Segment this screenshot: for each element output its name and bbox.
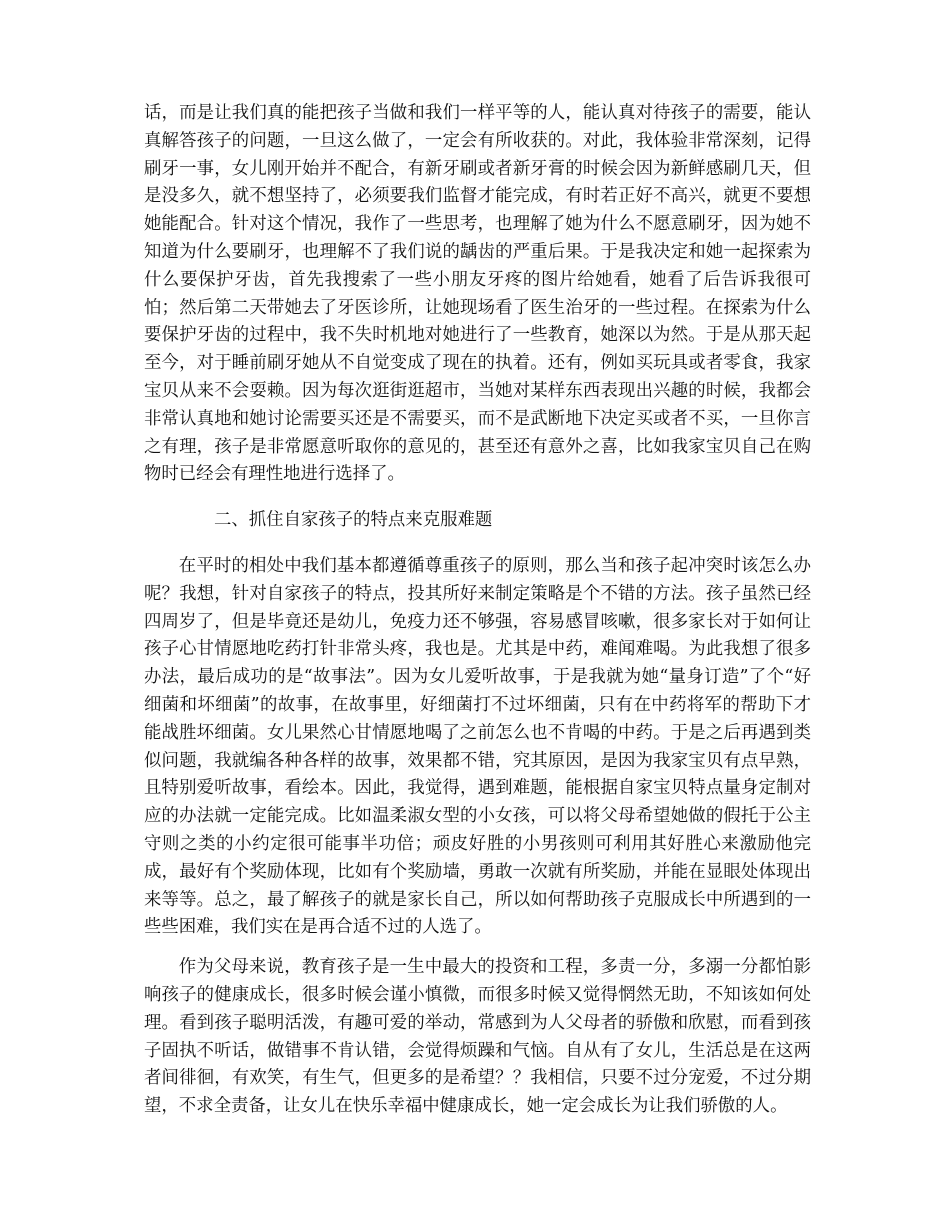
body-paragraph: 作为父母来说，教育孩子是一生中最大的投资和工程，多责一分，多溺一分都怕影响孩子的健康成长，很多时候会谨小慎微，而很多时候又觉得惘然无助，不知该如何处理。看到孩子聪明活泼，有趣可爱的举动，常感到为人父母者的骄傲和欣慰，而看到孩子固执不听话，做错事不肯认错，会觉得烦躁和气恼。自从有了女儿，生活总是在这两者间徘徊，有欢笑，有生气，但更多的是希望？？我相信，只要不过分宠爱，不过分期望，不求全责备，让女儿在快乐幸福中健康成长，她一定会成长为让我们骄傲的人。	[144, 957, 811, 1117]
document-page	[144, 100, 811, 1121]
section-heading: 二、抓住自家孩子的特点来克服难题	[214, 510, 493, 531]
body-paragraph: 话，而是让我们真的能把孩子当做和我们一样平等的人，能认真对待孩子的需要，能认真解答孩子的问题，一旦这么做了，一定会有所收获的。对此，我体验非常深刻，记得刷牙一事，女儿刚开始并不配合，有新牙刷或者新牙膏的时候会因为新鲜感刷几天，但是没多久，就不想坚持了，必须要我们监督才能完成，有时若正好不高兴，就更不要想她能配合。针对这个情况，我作了一些思考，也理解了她为什么不愿意刷牙，因为她不知道为什么要刷牙，也理解不了我们说的龋齿的严重后果。于是我决定和她一起探索为什么要保护牙齿，首先我搜索了一些小朋友牙疼的图片给她看，她看了后告诉我很可怕；然后第二天带她去了牙医诊所，让她现场看了医生治牙的一些过程。在探索为什么要保护牙齿的过程中，我不失时机地对她进行了一些教育，她深以为然。于是从那天起至今，对于睡前刷牙她从不自觉变成了现在的执着。还有，例如买玩具或者零食，我家宝贝从来不会耍赖。因为每次逛街逛超市，当她对某样东西表现出兴趣的时候，我都会非常认真地和她讨论需要买还是不需要买，而不是武断地下决定买或者不买，一旦你言之有理，孩子是非常愿意听取你的意见的，甚至还有意外之喜，比如我家宝贝自己在购物时已经会有理性地进行选择了。	[144, 103, 811, 485]
body-paragraph: 在平时的相处中我们基本都遵循尊重孩子的原则，那么当和孩子起冲突时该怎么办呢？我想，针对自家孩子的特点，投其所好来制定策略是个不错的方法。孩子虽然已经四周岁了，但是毕竟还是幼儿，免疫力还不够强，容易感冒咳嗽，很多家长对于如何让孩子心甘情愿地吃药打针非常头疼，我也是。尤其是中药，难闻难喝。为此我想了很多办法，最后成功的是“故事法”。因为女儿爱听故事，于是我就为她“量身订造”了个“好细菌和坏细菌”的故事，在故事里，好细菌打不过坏细菌，只有在中药将军的帮助下才能战胜坏细菌。女儿果然心甘情愿地喝了之前怎么也不肯喝的中药。于是之后再遇到类似问题，我就编各种各样的故事，效果都不错，究其原因，是因为我家宝贝有点早熟，且特别爱听故事，看绘本。因此，我觉得，遇到难题，能根据自家宝贝特点量身定制对应的办法就一定能完成。比如温柔淑女型的小女孩，可以将父母希望她做的假托于公主守则之类的小约定很可能事半功倍；顽皮好胜的小男孩则可利用其好胜心来激励他完成，最好有个奖励体现，比如有个奖励墙，勇敢一次就有所奖励，并能在显眼处体现出来等等。总之，最了解孩子的就是家长自己，所以如何帮助孩子克服成长中所遇到的一些些困难，我们实在是再合适不过的人选了。	[144, 555, 811, 938]
